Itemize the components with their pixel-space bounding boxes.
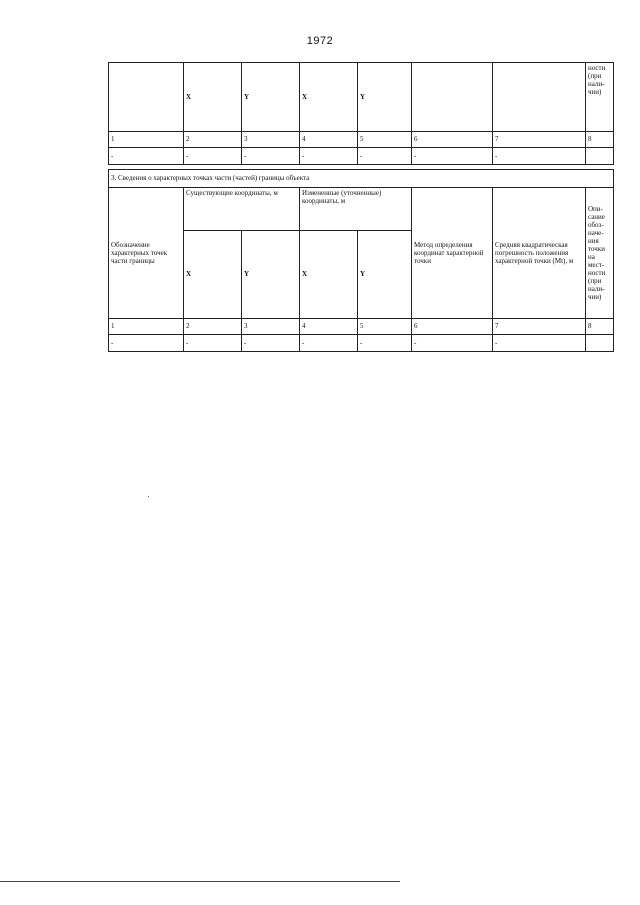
- value-cell: -: [412, 335, 493, 352]
- number-cell: 8: [586, 319, 614, 335]
- header-cell-existing-coordinates: Существующие координаты, м: [184, 188, 300, 231]
- table-row: [109, 148, 614, 165]
- section-title: 3. Сведения о характерных точках части (частей) границы объекта: [109, 170, 614, 188]
- number-cell: 7: [493, 132, 586, 148]
- value-cell: -: [109, 335, 184, 352]
- value-cell: [586, 148, 614, 165]
- number-cell: 2: [184, 132, 242, 148]
- table-number-row: [109, 132, 614, 148]
- number-cell: 3: [242, 319, 300, 335]
- section-title-row: [109, 170, 614, 188]
- value-cell: -: [242, 335, 300, 352]
- table-number-row: [109, 319, 614, 335]
- value-cell: -: [184, 335, 242, 352]
- value-cell: -: [412, 148, 493, 165]
- value-cell: -: [358, 335, 412, 352]
- value-cell: -: [358, 148, 412, 165]
- header-cell-designation: Обозначение характерных точек части границы: [109, 188, 184, 319]
- header-cell-error: [493, 63, 586, 132]
- header-cell-description: Опи- сание обоз- наче- ния точки на мест- ности (при нали- чии): [586, 188, 614, 319]
- header-cell-changed-y: Y: [358, 63, 412, 132]
- table-header-row: [109, 188, 614, 231]
- header-cell-existing-y: Y: [242, 231, 300, 319]
- value-cell: -: [493, 148, 586, 165]
- number-cell: 4: [300, 132, 358, 148]
- header-cell-changed-y: Y: [358, 231, 412, 319]
- characteristic-points-table: [108, 169, 614, 352]
- header-cell-changed-x: X: [300, 231, 358, 319]
- number-cell: 6: [412, 132, 493, 148]
- header-cell-changed-coordinates: Измененные (уточненные) координаты, м: [300, 188, 412, 231]
- number-cell: 5: [358, 132, 412, 148]
- number-cell: 4: [300, 319, 358, 335]
- header-cell-method: Метод определения координат характерной точки: [412, 188, 493, 319]
- value-cell: -: [493, 335, 586, 352]
- value-cell: -: [109, 148, 184, 165]
- header-cell-existing-x: X: [184, 231, 242, 319]
- number-cell: 1: [109, 319, 184, 335]
- number-cell: 5: [358, 319, 412, 335]
- scan-speck: [148, 496, 149, 497]
- number-cell: 3: [242, 132, 300, 148]
- header-cell-existing-x: X: [184, 63, 242, 132]
- table-row: [109, 335, 614, 352]
- header-cell-changed-x: X: [300, 63, 358, 132]
- number-cell: 7: [493, 319, 586, 335]
- table-header-row: [109, 63, 614, 132]
- header-cell-existing-y: Y: [242, 63, 300, 132]
- value-cell: -: [184, 148, 242, 165]
- bottom-rule: [0, 881, 400, 882]
- coordinates-table-continued: [108, 62, 614, 165]
- header-cell-error: Средняя квадратическая погрешность положения характерной точки (Mt), м: [493, 188, 586, 319]
- value-cell: -: [242, 148, 300, 165]
- value-cell: -: [300, 148, 358, 165]
- number-cell: 1: [109, 132, 184, 148]
- value-cell: -: [300, 335, 358, 352]
- number-cell: 8: [586, 132, 614, 148]
- number-cell: 2: [184, 319, 242, 335]
- page-number: 1972: [306, 35, 334, 47]
- header-cell-designation: [109, 63, 184, 132]
- number-cell: 6: [412, 319, 493, 335]
- value-cell: [586, 335, 614, 352]
- header-cell-description: ности (при нали- чии): [586, 63, 614, 132]
- header-cell-method: [412, 63, 493, 132]
